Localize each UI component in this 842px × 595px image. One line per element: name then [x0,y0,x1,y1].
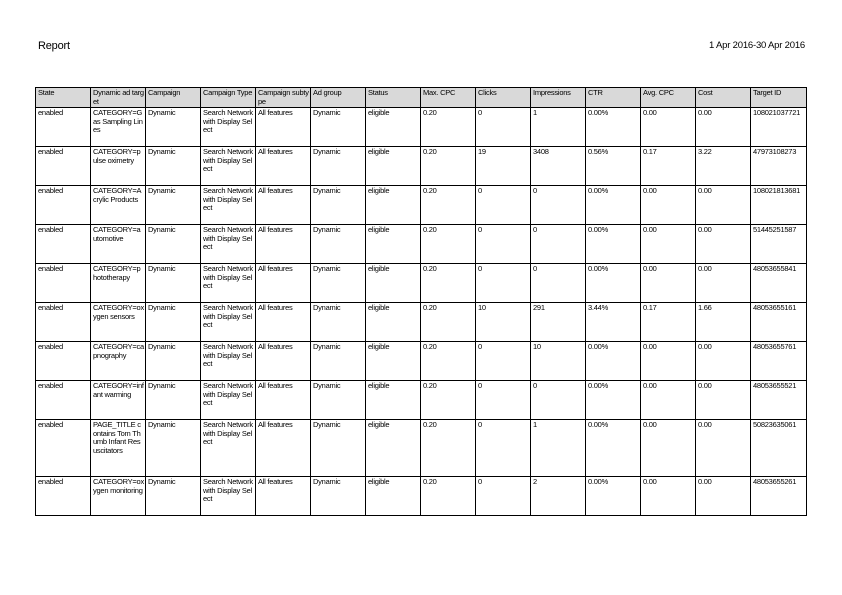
cell-target-id: 50823635061 [751,420,807,477]
cell-impressions: 0 [531,381,586,420]
cell-state: enabled [36,477,91,516]
cell-ad-group: Dynamic [311,342,366,381]
cell-state: enabled [36,303,91,342]
cell-target-id: 108021037721 [751,108,807,147]
cell-ctr: 0.00% [586,108,641,147]
cell-state: enabled [36,342,91,381]
cell-campaign: Dynamic [146,264,201,303]
cell-cost: 0.00 [696,420,751,477]
cell-dynamic-ad-target: CATEGORY=pulse oximetry [91,147,146,186]
cell-status: eligible [366,186,421,225]
report-date-range: 1 Apr 2016-30 Apr 2016 [709,40,805,51]
column-header-impressions: Impressions [531,88,586,108]
cell-ad-group: Dynamic [311,420,366,477]
table-header-row [36,88,807,108]
cell-ctr: 0.00% [586,477,641,516]
cell-max-cpc: 0.20 [421,477,476,516]
cell-clicks: 0 [476,264,531,303]
column-header-clicks: Clicks [476,88,531,108]
cell-campaign-subtype: All features [256,264,311,303]
cell-state: enabled [36,147,91,186]
table-body [36,108,807,516]
cell-avg-cpc: 0.00 [641,186,696,225]
cell-target-id: 51445251587 [751,225,807,264]
cell-avg-cpc: 0.00 [641,264,696,303]
cell-impressions: 291 [531,303,586,342]
table-row [36,342,807,381]
cell-cost: 0.00 [696,186,751,225]
cell-clicks: 0 [476,108,531,147]
column-header-dynamic-ad-target: Dynamic ad target [91,88,146,108]
cell-campaign-type: Search Network with Display Select [201,342,256,381]
cell-cost: 0.00 [696,342,751,381]
cell-status: eligible [366,147,421,186]
report-title: Report [38,40,70,52]
cell-cost: 1.66 [696,303,751,342]
report-table [35,87,807,516]
cell-impressions: 0 [531,264,586,303]
column-header-target-id: Target ID [751,88,807,108]
cell-max-cpc: 0.20 [421,342,476,381]
cell-target-id: 48053655261 [751,477,807,516]
cell-target-id: 47973108273 [751,147,807,186]
cell-status: eligible [366,381,421,420]
cell-dynamic-ad-target: CATEGORY=oxygen monitoring [91,477,146,516]
cell-campaign-subtype: All features [256,381,311,420]
cell-max-cpc: 0.20 [421,186,476,225]
cell-clicks: 0 [476,225,531,264]
cell-dynamic-ad-target: PAGE_TITLE contains Tom Thumb Infant Resuscitators [91,420,146,477]
cell-state: enabled [36,225,91,264]
cell-impressions: 0 [531,225,586,264]
cell-max-cpc: 0.20 [421,108,476,147]
column-header-campaign-type: Campaign Type [201,88,256,108]
cell-ctr: 0.00% [586,381,641,420]
cell-campaign-subtype: All features [256,342,311,381]
column-header-campaign: Campaign [146,88,201,108]
cell-target-id: 48053655521 [751,381,807,420]
cell-max-cpc: 0.20 [421,264,476,303]
cell-avg-cpc: 0.17 [641,303,696,342]
table-row [36,477,807,516]
cell-cost: 0.00 [696,264,751,303]
cell-status: eligible [366,303,421,342]
cell-status: eligible [366,108,421,147]
cell-avg-cpc: 0.00 [641,225,696,264]
column-header-ad-group: Ad group [311,88,366,108]
cell-ctr: 3.44% [586,303,641,342]
table-row [36,225,807,264]
cell-campaign-type: Search Network with Display Select [201,477,256,516]
cell-dynamic-ad-target: CATEGORY=Gas Sampling Lines [91,108,146,147]
cell-status: eligible [366,420,421,477]
cell-cost: 0.00 [696,108,751,147]
cell-campaign-subtype: All features [256,147,311,186]
table-row [36,381,807,420]
cell-target-id: 48053655841 [751,264,807,303]
cell-state: enabled [36,420,91,477]
table-row [36,303,807,342]
cell-campaign: Dynamic [146,420,201,477]
cell-max-cpc: 0.20 [421,303,476,342]
cell-max-cpc: 0.20 [421,147,476,186]
cell-ctr: 0.00% [586,420,641,477]
cell-campaign-type: Search Network with Display Select [201,381,256,420]
cell-state: enabled [36,264,91,303]
column-header-avg-cpc: Avg. CPC [641,88,696,108]
cell-avg-cpc: 0.17 [641,147,696,186]
cell-impressions: 1 [531,420,586,477]
cell-ctr: 0.00% [586,186,641,225]
table-row [36,108,807,147]
cell-avg-cpc: 0.00 [641,477,696,516]
cell-ad-group: Dynamic [311,147,366,186]
column-header-campaign-subtype: Campaign subtype [256,88,311,108]
cell-clicks: 0 [476,381,531,420]
table-row [36,420,807,477]
cell-dynamic-ad-target: CATEGORY=Acrylic Products [91,186,146,225]
cell-status: eligible [366,225,421,264]
cell-clicks: 0 [476,342,531,381]
cell-ctr: 0.00% [586,342,641,381]
cell-clicks: 0 [476,477,531,516]
column-header-state: State [36,88,91,108]
cell-campaign-type: Search Network with Display Select [201,225,256,264]
cell-clicks: 19 [476,147,531,186]
cell-ad-group: Dynamic [311,108,366,147]
cell-cost: 0.00 [696,381,751,420]
cell-dynamic-ad-target: CATEGORY=oxygen sensors [91,303,146,342]
cell-state: enabled [36,186,91,225]
column-header-status: Status [366,88,421,108]
cell-status: eligible [366,477,421,516]
cell-campaign: Dynamic [146,477,201,516]
cell-campaign-subtype: All features [256,186,311,225]
cell-ad-group: Dynamic [311,225,366,264]
cell-ad-group: Dynamic [311,381,366,420]
cell-dynamic-ad-target: CATEGORY=capnography [91,342,146,381]
cell-ad-group: Dynamic [311,264,366,303]
cell-status: eligible [366,264,421,303]
cell-campaign: Dynamic [146,342,201,381]
cell-impressions: 2 [531,477,586,516]
cell-state: enabled [36,381,91,420]
column-header-cost: Cost [696,88,751,108]
cell-ad-group: Dynamic [311,303,366,342]
cell-campaign: Dynamic [146,381,201,420]
cell-cost: 0.00 [696,477,751,516]
cell-campaign-type: Search Network with Display Select [201,303,256,342]
cell-campaign-subtype: All features [256,108,311,147]
cell-impressions: 1 [531,108,586,147]
cell-campaign-type: Search Network with Display Select [201,420,256,477]
cell-avg-cpc: 0.00 [641,420,696,477]
column-header-max-cpc: Max. CPC [421,88,476,108]
cell-max-cpc: 0.20 [421,225,476,264]
cell-cost: 3.22 [696,147,751,186]
cell-dynamic-ad-target: CATEGORY=phototherapy [91,264,146,303]
cell-campaign-type: Search Network with Display Select [201,186,256,225]
cell-ctr: 0.56% [586,147,641,186]
cell-campaign-type: Search Network with Display Select [201,264,256,303]
cell-campaign-subtype: All features [256,420,311,477]
cell-target-id: 48053655161 [751,303,807,342]
cell-avg-cpc: 0.00 [641,108,696,147]
cell-campaign-subtype: All features [256,303,311,342]
cell-avg-cpc: 0.00 [641,342,696,381]
cell-avg-cpc: 0.00 [641,381,696,420]
cell-target-id: 48053655761 [751,342,807,381]
table-row [36,186,807,225]
cell-impressions: 10 [531,342,586,381]
cell-target-id: 108021813681 [751,186,807,225]
cell-status: eligible [366,342,421,381]
column-header-ctr: CTR [586,88,641,108]
cell-clicks: 10 [476,303,531,342]
cell-clicks: 0 [476,420,531,477]
table-row [36,147,807,186]
cell-campaign-subtype: All features [256,225,311,264]
cell-campaign-type: Search Network with Display Select [201,147,256,186]
cell-cost: 0.00 [696,225,751,264]
cell-impressions: 3408 [531,147,586,186]
cell-dynamic-ad-target: CATEGORY=infant warming [91,381,146,420]
cell-campaign: Dynamic [146,147,201,186]
cell-campaign: Dynamic [146,108,201,147]
cell-ctr: 0.00% [586,264,641,303]
cell-campaign-type: Search Network with Display Select [201,108,256,147]
cell-clicks: 0 [476,186,531,225]
cell-max-cpc: 0.20 [421,381,476,420]
cell-campaign: Dynamic [146,303,201,342]
cell-impressions: 0 [531,186,586,225]
cell-ad-group: Dynamic [311,186,366,225]
cell-max-cpc: 0.20 [421,420,476,477]
cell-campaign: Dynamic [146,225,201,264]
cell-campaign: Dynamic [146,186,201,225]
cell-campaign-subtype: All features [256,477,311,516]
cell-ctr: 0.00% [586,225,641,264]
table-row [36,264,807,303]
cell-ad-group: Dynamic [311,477,366,516]
cell-dynamic-ad-target: CATEGORY=automotive [91,225,146,264]
cell-state: enabled [36,108,91,147]
